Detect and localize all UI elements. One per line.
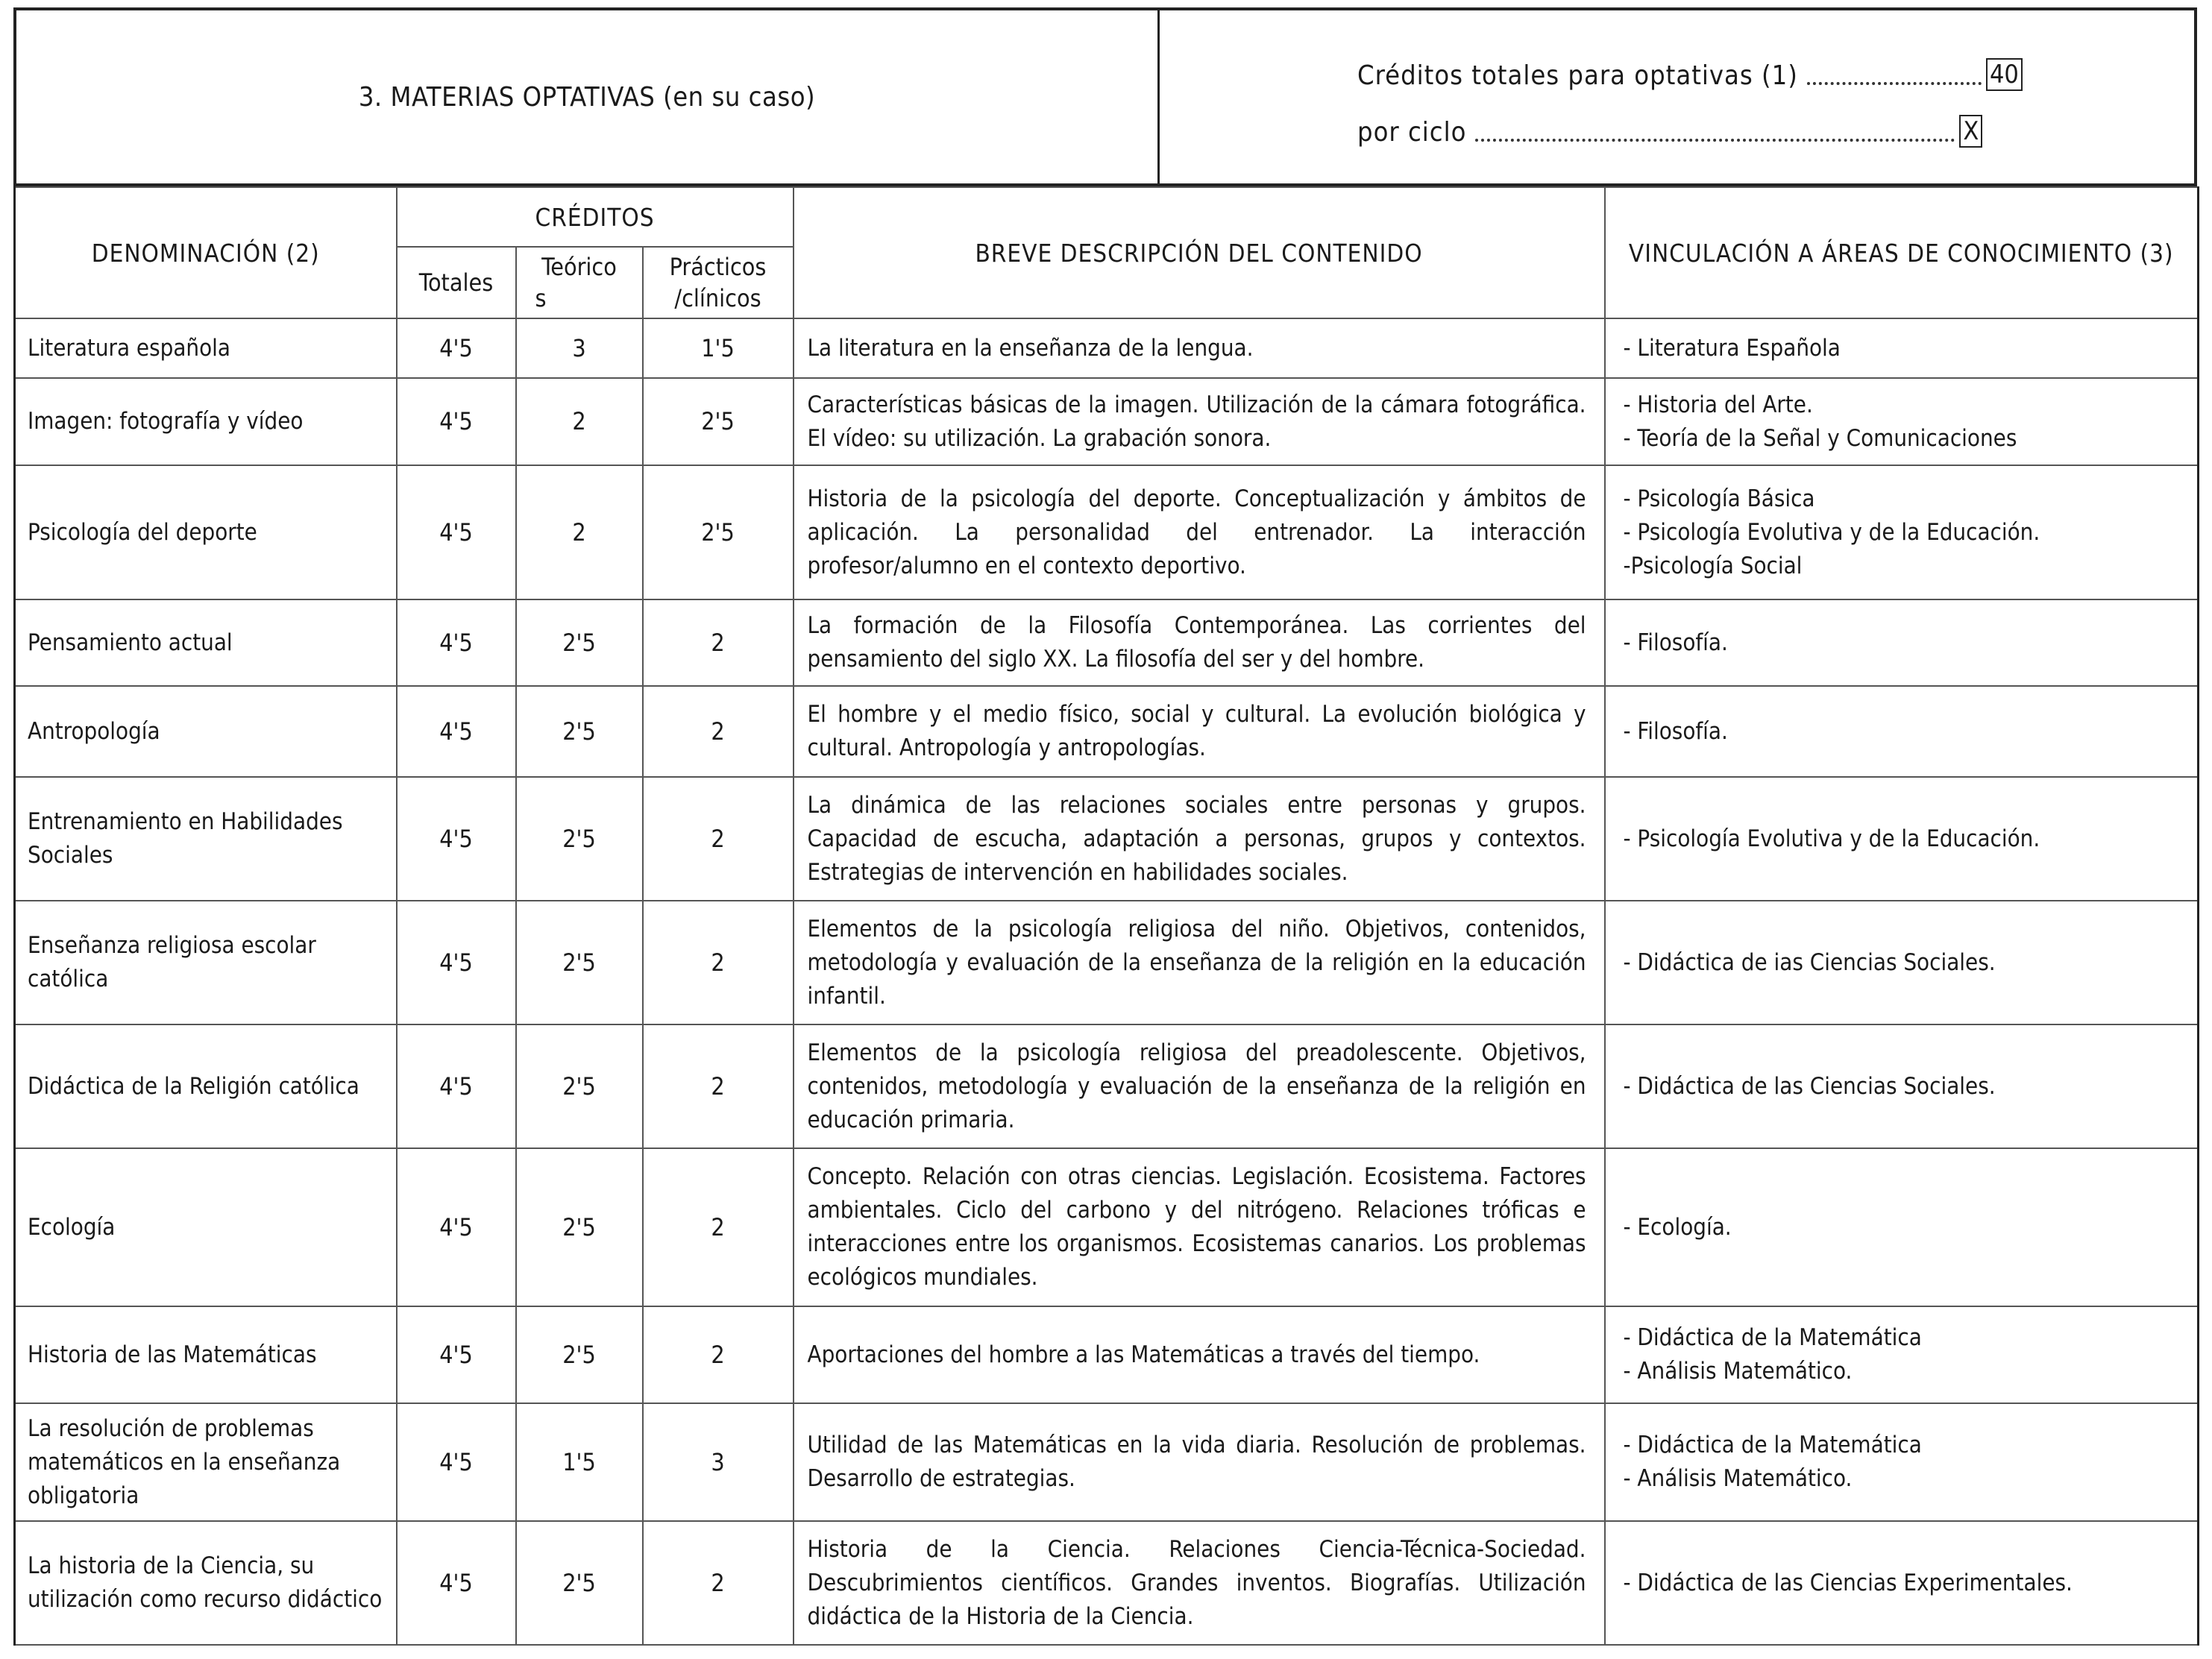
credits-teoricos: 2'5 [516,686,643,777]
content-description: La dinámica de las relaciones sociales entre personas y grupos. Capacidad de escucha, adaptación a personas, grupos y contextos. Estrategias de intervención en habilidades sociales. [794,777,1605,901]
credits-totales: 4'5 [397,686,516,777]
content-description: El hombre y el medio físico, social y cultural. La evolución biológica y cultural. Antropología y antropologías. [794,686,1605,777]
credits-practicos: 2 [643,599,794,686]
credits-summary [1160,10,2194,183]
content-description: La literatura en la enseñanza de la lengua. [794,318,1605,378]
credits-practicos: 2'5 [643,465,794,599]
section-header [13,7,2197,186]
credits-practicos: 2'5 [643,378,794,465]
credits-totales: 4'5 [397,1521,516,1645]
knowledge-area-item: - Didáctica de la Matemática [1623,1324,1922,1351]
subject-name: La resolución de problemas matemáticos en la enseñanza obligatoria [15,1403,397,1521]
credits-teoricos: 2'5 [516,599,643,686]
knowledge-area-item: - Psicología Básica [1623,485,1815,512]
knowledge-area-item: - Ecología. [1623,1213,1732,1241]
credits-practicos: 2 [643,1521,794,1645]
subject-name: Psicología del deporte [15,465,397,599]
credits-totales: 4'5 [397,1306,516,1403]
knowledge-areas [1605,1024,2199,1148]
per-cycle-row [1357,113,2194,148]
content-description: Concepto. Relación con otras ciencias. Legislación. Ecosistema. Factores ambientales. Ciclo del carbono y del nitrógeno. Relaciones tróficas e interacciones entre los organismos. Ecosistemas canarios. Los problemas ecológicos mundiales. [794,1148,1605,1306]
content-description: Elementos de la psicología religiosa del preadolescente. Objetivos, contenidos, metodología y evaluación de la enseñanza de la religión en educación primaria. [794,1024,1605,1148]
per-cycle-value: X [1959,115,1982,148]
optional-subjects-table [13,186,2199,1646]
credits-teoricos: 2'5 [516,1306,643,1403]
header-row [15,187,2199,247]
column-header-areas: VINCULACIÓN A ÁREAS DE CONOCIMIENTO (3) [1605,187,2199,318]
table-row [15,1521,2199,1645]
table-row [15,318,2199,378]
content-description: La formación de la Filosofía Contemporánea. Las corrientes del pensamiento del siglo XX. La filosofía del ser y del hombre. [794,599,1605,686]
content-description: Historia de la psicología del deporte. Conceptualización y ámbitos de aplicación. La personalidad del entrenador. La interacción profesor/alumno en el contexto deportivo. [794,465,1605,599]
credits-totales: 4'5 [397,1024,516,1148]
table-row [15,777,2199,901]
knowledge-areas [1605,1306,2199,1403]
knowledge-area-item: - Teoría de la Señal y Comunicaciones [1623,424,2017,452]
section-title: 3. MATERIAS OPTATIVAS (en su caso) [16,10,1160,183]
knowledge-areas [1605,465,2199,599]
credits-teoricos: 1'5 [516,1403,643,1521]
knowledge-area-item: - Didáctica de ias Ciencias Sociales. [1623,948,1996,976]
column-header-totales: Totales [397,247,516,318]
subject-name: Ecología [15,1148,397,1306]
knowledge-area-item: - Psicología Evolutiva y de la Educación. [1623,825,2040,852]
table-row [15,378,2199,465]
credits-totales: 4'5 [397,378,516,465]
subject-name: Enseñanza religiosa escolar católica [15,901,397,1024]
credits-practicos: 2 [643,777,794,901]
content-description: Elementos de la psicología religiosa del niño. Objetivos, contenidos, metodología y evaluación de la enseñanza de la religión en la educación infantil. [794,901,1605,1024]
knowledge-area-item: - Filosofía. [1623,629,1728,656]
content-description: Historia de la Ciencia. Relaciones Ciencia-Técnica-Sociedad. Descubrimientos científicos. Grandes inventos. Biografías. Utilización didáctica de la Historia de la Ciencia. [794,1521,1605,1645]
table-row [15,599,2199,686]
knowledge-area-item: - Literatura Española [1623,334,1841,362]
knowledge-area-item: - Didáctica de las Ciencias Sociales. [1623,1072,1996,1100]
table-row [15,1306,2199,1403]
knowledge-areas [1605,1521,2199,1645]
knowledge-area-item: - Didáctica de la Matemática [1623,1432,1922,1458]
total-credits-row [1357,57,2194,91]
content-description: Aportaciones del hombre a las Matemáticas a través del tiempo. [794,1306,1605,1403]
credits-teoricos: 2'5 [516,1521,643,1645]
practicos-line-2: /clínicos [674,284,761,312]
credits-teoricos: 2'5 [516,901,643,1024]
credits-practicos: 1'5 [643,318,794,378]
subject-name: Antropología [15,686,397,777]
credits-teoricos: 2 [516,378,643,465]
credits-teoricos: 2'5 [516,777,643,901]
subject-name: Historia de las Matemáticas [15,1306,397,1403]
knowledge-areas [1605,901,2199,1024]
knowledge-areas [1605,686,2199,777]
credits-teoricos: 2 [516,465,643,599]
credits-totales: 4'5 [397,599,516,686]
knowledge-areas [1605,1148,2199,1306]
knowledge-areas [1605,777,2199,901]
knowledge-area-item: - Análisis Matemático. [1623,1358,1853,1385]
content-description: Utilidad de las Matemáticas en la vida diaria. Resolución de problemas. Desarrollo de estrategias. [794,1403,1605,1521]
credits-teoricos: 2'5 [516,1024,643,1148]
credits-totales: 4'5 [397,465,516,599]
knowledge-areas [1605,599,2199,686]
credits-totales: 4'5 [397,318,516,378]
subject-name: Entrenamiento en Habilidades Sociales [15,777,397,901]
table-row [15,1024,2199,1148]
knowledge-area-item: - Didáctica de las Ciencias Experimentales. [1623,1569,2073,1596]
knowledge-areas [1605,1403,2199,1521]
knowledge-area-item: -Psicología Social [1623,552,1803,579]
subject-name: Literatura española [15,318,397,378]
column-header-credits: CRÉDITOS [397,187,794,247]
credits-totales: 4'5 [397,777,516,901]
credits-practicos: 2 [643,1306,794,1403]
credits-practicos: 2 [643,1024,794,1148]
subject-name: Pensamiento actual [15,599,397,686]
subject-name: Imagen: fotografía y vídeo [15,378,397,465]
credits-practicos: 3 [643,1403,794,1521]
knowledge-area-item: - Historia del Arte. [1623,391,1813,418]
subject-name: Didáctica de la Religión católica [15,1024,397,1148]
knowledge-area-item: - Psicología Evolutiva y de la Educación. [1623,518,2040,546]
dotted-leader [1807,82,1982,85]
table-row [15,1403,2199,1521]
table-row [15,1148,2199,1306]
credits-totales: 4'5 [397,1148,516,1306]
document-page [13,7,2197,1646]
credits-teoricos: 2'5 [516,1148,643,1306]
knowledge-areas [1605,378,2199,465]
credits-practicos: 2 [643,1148,794,1306]
column-header-teoricos [516,247,643,318]
content-description: Características básicas de la imagen. Utilización de la cámara fotográfica. El vídeo: su utilización. La grabación sonora. [794,378,1605,465]
subject-name: La historia de la Ciencia, su utilización como recurso didáctico [15,1521,397,1645]
credits-totales: 4'5 [397,901,516,1024]
knowledge-areas [1605,318,2199,378]
dotted-leader [1475,139,1955,142]
column-header-description: BREVE DESCRIPCIÓN DEL CONTENIDO [794,187,1605,318]
credits-practicos: 2 [643,686,794,777]
credits-totales: 4'5 [397,1403,516,1521]
credits-practicos: 2 [643,901,794,1024]
knowledge-area-item: - Filosofía. [1623,717,1728,745]
table-row [15,686,2199,777]
column-header-practicos [643,247,794,318]
knowledge-area-item: - Análisis Matemático. [1623,1465,1853,1492]
teoricos-line-1: Teórico [541,253,617,281]
per-cycle-label: por ciclo [1357,117,1467,148]
credits-teoricos: 3 [516,318,643,378]
column-header-name: DENOMINACIÓN (2) [15,187,397,318]
practicos-line-1: Prácticos [669,253,767,281]
total-credits-label: Créditos totales para optativas (1) [1357,60,1798,91]
total-credits-value: 40 [1986,58,2023,91]
table-row [15,901,2199,1024]
teoricos-line-2: s [535,284,547,312]
table-row [15,465,2199,599]
